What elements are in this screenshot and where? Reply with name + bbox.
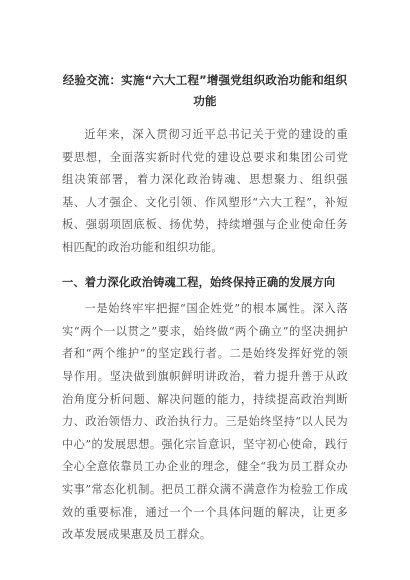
section-body-paragraph: 一是始终牢牢把握“国企姓党”的根本属性。深入落实“两个一以贯之”要求，始终做“两个确立”的坚决拥护者和“两个维护”的坚定践行者。二是始终发挥好党的领导作用。坚决做到旗帜鲜明讲政治，着力提升善于从政治角度分析问题、解决问题的能力，持续提高政治判断力、政治领悟力、政治执行力。三是始终坚持“以人民为中心”的发展思想。强化宗旨意识，坚守初心使命，践行全心全意依靠员工办企业的理念，健全“我为员工群众办实事”常态化机制。把员工群众满不满意作为检验工作成效的重要标准，通过一个一个具体问题的解决，让更多改革发展成果惠及员工群众。 xyxy=(62,302,348,542)
document-title: 经验交流：实施“六大工程”增强党组织政治功能和组织功能 xyxy=(62,73,348,108)
intro-paragraph: 近年来，深入贯彻习近平总书记关于党的建设的重要思想，全面落实新时代党的建设总要求和集团公司党组决策部署，着力深化政治铸魂、思想聚力、组织强基、人才强企、文化引领、作风塑形“六大工程”，补短板、强弱项固底板、扬优势，持续增强与企业使命任务相匹配的政治功能和组织功能。 xyxy=(62,128,348,254)
section-heading: 一、着力深化政治铸魂工程，始终保持正确的发展方向 xyxy=(62,275,336,289)
